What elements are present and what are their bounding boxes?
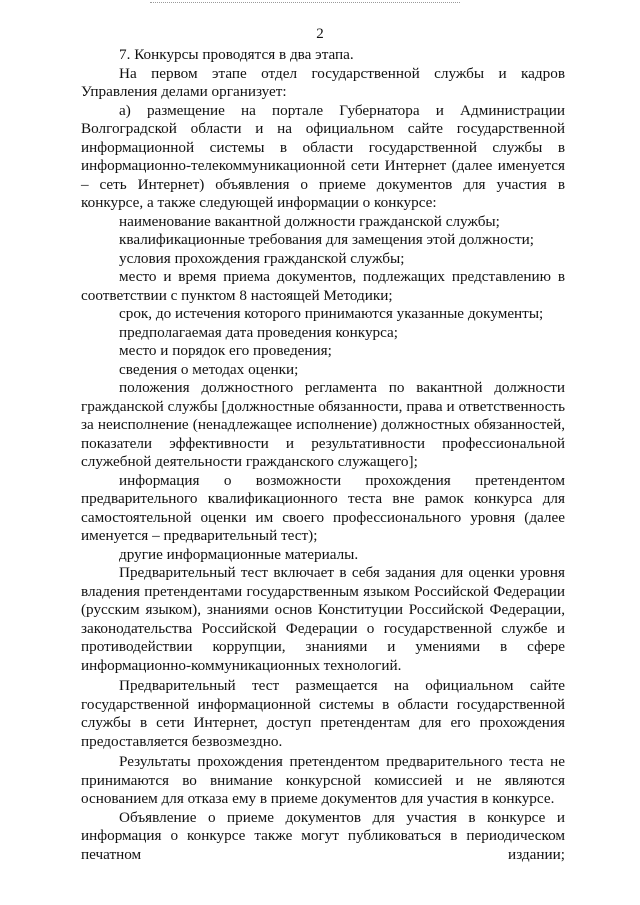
- list-item-position-name: наименование вакантной должности гражданской службы;: [119, 212, 500, 230]
- list-item-preliminary-test-info: информация о возможности прохождения претендентом предварительного квалификационного теста вне рамок конкурса для самостоятельной оценки им своего профессионального уровня (далее именуется – предварительный тест);: [81, 471, 565, 544]
- list-item-other-materials: другие информационные материалы.: [119, 545, 359, 563]
- paragraph-test-content: Предварительный тест включает в себя задания для оценки уровня владения претендентами государственным языком Российской Федерации (русским языком), знаниями основ Конституции Российской Федерации, законодательства Российской Федерации о государственной службе и противодействии коррупции, знаниями и умениями в сфере информационно-коммуникационных технологий.: [81, 564, 565, 674]
- paragraph-contest-stages: 7. Конкурсы проводятся в два этапа.: [119, 46, 354, 63]
- list-item-contest-date: предполагаемая дата проведения конкурса;: [119, 323, 399, 341]
- paragraph-first-stage: На первом этапе отдел государственной службы и кадров Управления делами организует:: [81, 64, 565, 100]
- paragraph-test-results: Результаты прохождения претендентом предварительного теста не принимаются во внимание конкурсной комиссией и не являются основанием для отказа ему в приеме документов для участия в конкурсе.: [81, 753, 565, 807]
- list-item-place-and-order: место и порядок его проведения;: [119, 342, 332, 359]
- list-item-qualification-requirements: квалификационные требования для замещения этой должности;: [119, 231, 535, 248]
- document-body: [81, 46, 565, 864]
- paragraph-item-a: а) размещение на портале Губернатора и Администрации Волгоградской области и на официальном сайте государственной информационной системы в области государственной службы в информационно-телекоммуникационной сети Интернет (далее именуется – сеть Интернет) объявления о приеме документов для участия в конкурсе, а также следующей информации о конкурсе:: [81, 101, 565, 211]
- scan-top-edge: [150, 2, 460, 3]
- page-number: 2: [316, 26, 324, 42]
- paragraph-test-placement: Предварительный тест размещается на официальном сайте государственной информационной системы в области государственной службы в сети Интернет, доступ претендентам для его прохождения предоставляется безвозмездно.: [81, 677, 565, 750]
- list-item-service-conditions: условия прохождения гражданской службы;: [119, 249, 405, 267]
- list-item-document-reception: место и время приема документов, подлежащих представлению в соответствии с пунктом 8 настоящей Методики;: [81, 268, 565, 304]
- list-item-assessment-methods: сведения о методах оценки;: [119, 360, 299, 378]
- list-item-deadline: срок, до истечения которого принимаются указанные документы;: [119, 305, 544, 322]
- paragraph-publication: Объявление о приеме документов для участия в конкурсе и информация о конкурсе также могут публиковаться в периодическом печатном издании;: [81, 808, 565, 863]
- list-item-job-regulations: положения должностного регламента по вакантной должности гражданской службы [должностные обязанности, права и ответственность за неисполнение (ненадлежащее исполнение) должностных обязанностей, показатели эффективности и результативности профессиональной служебной деятельности гражданского служащего];: [81, 379, 565, 470]
